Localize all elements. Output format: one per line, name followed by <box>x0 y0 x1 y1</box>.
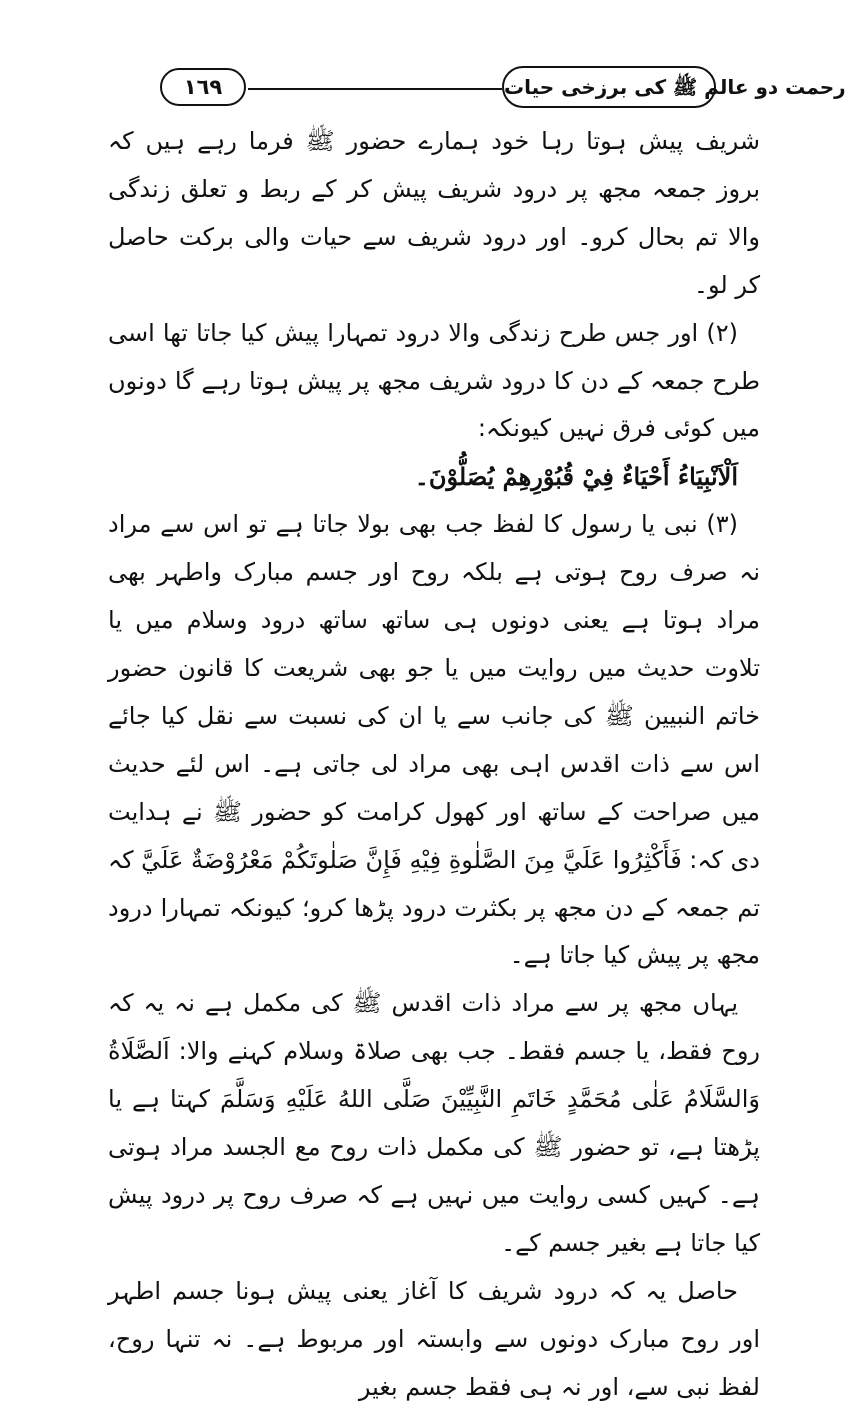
page-number: ١٦٩ <box>160 68 246 106</box>
page-header <box>0 62 868 114</box>
page-body <box>108 118 760 1401</box>
running-title: رحمت دو عالم ﷺ کی برزخی حیات <box>502 66 716 108</box>
paragraph-2: (۲) اور جس طرح زندگی والا درود تمہارا پیش کیا جاتا تھا اسی طرح جمعہ کے دن کا درود شریف مجھ پر پیش ہوتا رہے گا دونوں میں کوئی فرق نہیں کیونکہ: <box>108 318 760 443</box>
header-rule <box>248 88 502 90</box>
paragraph-5: حاصل یہ کہ درود شریف کا آغاز یعنی پیش ہونا جسم اطہر اور روح مبارک دونوں سے وابستہ اور مربوط ہے۔ نہ تنہا روح، لفظ نبی سے، اور نہ ہی فقط جسم بغیر <box>108 1276 760 1401</box>
paragraph-4: یہاں مجھ پر سے مراد ذات اقدس ﷺ کی مکمل ہے نہ یہ کہ روح فقط، یا جسم فقط۔ جب بھی صلاۃ وسلام کہنے والا: اَلصَّلَاةُ وَالسَّلَامُ عَلٰى مُحَمَّدٍ خَاتَمِ النَّبِيِّيْنَ صَلَّى اللهُ عَلَيْهِ وَسَلَّمَ کہتا ہے یا پڑھتا ہے، تو حضور ﷺ کی مکمل ذات روح مع الجسد مراد ہوتی ہے۔ کہیں کسی روایت میں نہیں ہے کہ صرف روح پر درود پیش کیا جاتا ہے بغیر جسم کے۔ <box>108 989 760 1257</box>
paragraph-3: (۳) نبی یا رسول کا لفظ جب بھی بولا جاتا ہے تو اس سے مراد نہ صرف روح ہوتی ہے بلکہ روح اور جسم مبارک واطہر بھی مراد ہوتا ہے یعنی دونوں ہی ساتھ ساتھ درود وسلام میں یا تلاوت حدیث میں روایت میں یا جو بھی شریعت کا قانون حضور خاتم النبیین ﷺ کی جانب سے یا ان کی نسبت سے نقل کیا جائے اس سے ذات اقدس اہی بھی مراد لی جاتی ہے۔ اس لئے حدیث میں صراحت کے ساتھ اور کھول کرامت کو حضور ﷺ نے ہدایت دی کہ: فَأَكْثِرُوا عَلَيَّ مِنَ الصَّلٰوةِ فِيْهِ فَإِنَّ صَلٰوتَكُمْ مَعْرُوْضَةٌ عَلَيَّ کہ تم جمعہ کے دن مجھ پر بکثرت درود پڑھا کرو؛ کیونکہ تمہارا درود مجھ پر پیش کیا جاتا ہے۔ <box>108 510 760 970</box>
arabic-quote: اَلْاَنْبِیَاءُ أَحْیَاءٌ فِيْ قُبُوْرِهِمْ يُصَلُّوْنَ۔ <box>414 462 738 492</box>
paragraph-1: شریف پیش ہوتا رہا خود ہمارے حضور ﷺ فرما رہے ہیں کہ بروز جمعہ مجھ پر درود شریف پیش کر کے ربط و تعلق زندگی والا تم بحال کرو۔ اور درود شریف سے حیات والی برکت حاصل کر لو۔ <box>108 127 760 299</box>
